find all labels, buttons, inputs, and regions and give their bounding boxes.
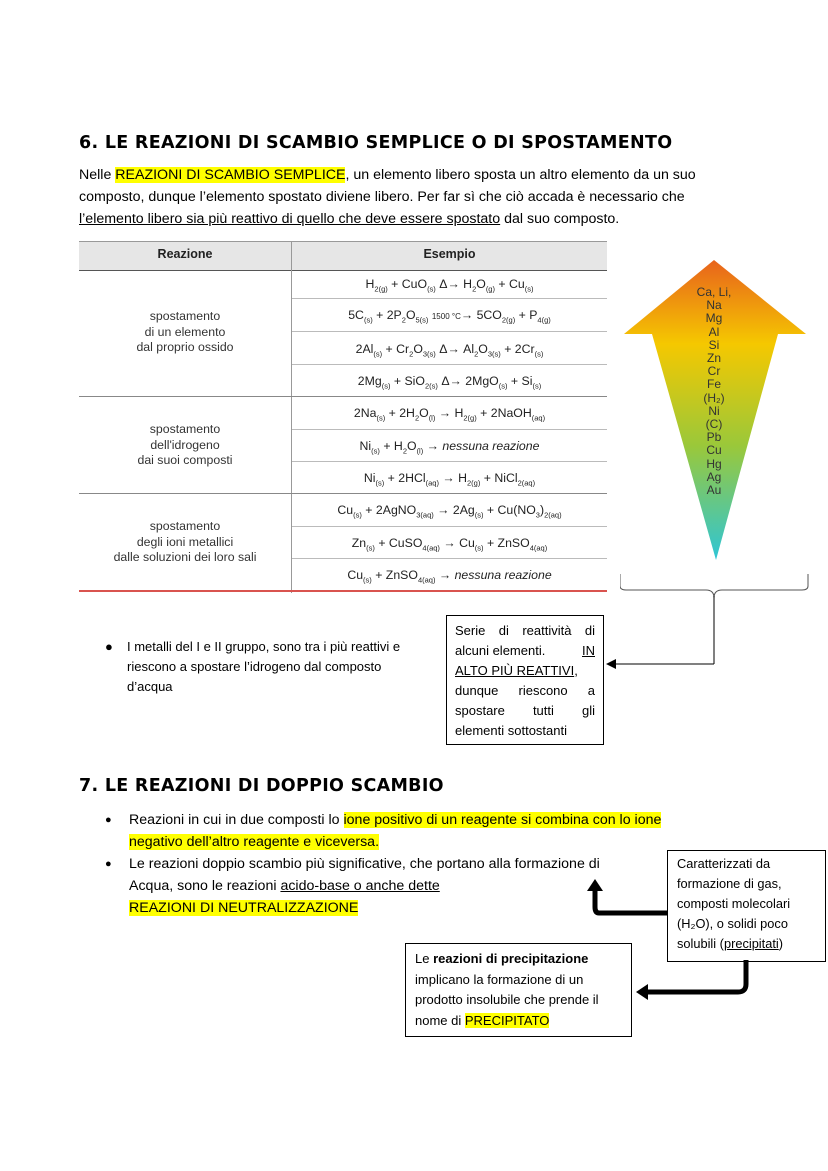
equation-7: $Ni_{(s)} + 2HCl_{(aq)} \to H_{2(g)}$ + NiCl$_{2(aq)}$	[363, 471, 536, 488]
reaction-table	[79, 241, 607, 593]
row-separator	[292, 298, 607, 299]
intro-underlined: l’elemento libero sia più reattivo di quello che deve essere spostato	[79, 211, 501, 227]
box-line: alcuni elementi.	[455, 643, 546, 658]
bullet1-line: d’acqua	[127, 679, 173, 694]
row-separator	[292, 429, 607, 430]
delta-arrow: Δ	[439, 342, 448, 356]
row-separator	[292, 558, 607, 559]
series-element: Si	[708, 337, 720, 352]
series-element: (H₂)	[703, 390, 725, 405]
col-header-reazione: Reazione	[157, 247, 213, 261]
col-header-esempio: Esempio	[423, 247, 476, 261]
box-line: dunque riescono a	[455, 683, 595, 698]
bullet-double-exchange	[105, 809, 755, 853]
equation-1: $H_{2(g)} + CuO_{(s)}$ $\Delta\to H_2O_{(g)} + Cu_{(s)}$	[365, 277, 534, 294]
bullet-highlight: ione positivo di un reagente si combina con lo ione	[343, 812, 662, 828]
intro-highlight: REAZIONI DI SCAMBIO SEMPLICE	[115, 167, 346, 183]
series-note-box	[446, 615, 604, 745]
bullet1-line: riescono a spostare l’idrogeno dal composto	[127, 659, 382, 674]
category-hydrogen	[79, 422, 291, 469]
intro-text-rest: , un elemento libero sposta un altro elemento da un suo	[345, 167, 696, 183]
bullet-text: Reazioni in cui in due composti lo	[129, 812, 344, 828]
arrow-to-precipitation	[630, 960, 760, 1005]
box-line: implicano la formazione di un	[415, 971, 584, 987]
bullet-dot: ●	[105, 858, 112, 870]
box-line-underlined: ALTO PIÙ REATTIVI	[455, 663, 575, 678]
category-line: spostamento	[149, 309, 221, 323]
series-element: Pb	[706, 430, 722, 445]
delta-arrow: Δ	[439, 277, 448, 291]
bullet-dot: ●	[105, 814, 112, 826]
equation-8: $Cu_{(s)}$ + 2AgNO$_{3(aq)}$ → $2Ag_{(s)} + Cu(NO_3)_{2(aq)}$	[337, 503, 562, 520]
bullet-underlined: acido-base o anche dette	[280, 878, 440, 894]
group-separator	[79, 493, 607, 494]
bullet-text: Acqua, sono le reazioni	[129, 878, 281, 894]
series-connector	[600, 596, 720, 676]
series-element: Ca, Li, Na	[696, 285, 732, 313]
box-line: nome di	[415, 1012, 465, 1028]
box-line: ,	[574, 663, 578, 678]
equation-10: $Cu_{(s)}$ + ZnSO$_{4(aq)}$ → nessuna reazione	[347, 568, 552, 585]
box-line-underlined: precipitati	[723, 936, 779, 951]
intro-text: Nelle	[79, 167, 116, 183]
equation-2: $5C_{(s)} + 2P_2O_{5(s)}$ 1500 $^\circ C\to 5CO_{2(g)} + P_{4(g)}$	[348, 308, 551, 325]
series-element: Ni	[708, 403, 720, 418]
category-line: dai suoi composti	[137, 453, 233, 467]
box-line: Serie di reattività di	[455, 623, 595, 638]
box-line: (H₂O), o solidi poco	[677, 916, 788, 931]
series-element: (C)	[705, 417, 723, 432]
bullet-text: Le reazioni doppio scambio più significative, che portano alla formazione di	[129, 856, 600, 872]
category-line: spostamento	[149, 422, 221, 436]
row-separator	[292, 331, 607, 332]
box-line: composti molecolari	[677, 896, 791, 911]
series-element: Zn	[706, 351, 721, 366]
bullet-highlight: REAZIONI DI NEUTRALIZZAZIONE	[129, 900, 359, 916]
temp-label: 1500 °C	[431, 312, 461, 321]
category-metal-ions	[79, 519, 291, 566]
no-reaction-text: nessuna reazione	[454, 568, 552, 582]
box-line: Caratterizzati da	[677, 856, 771, 871]
no-reaction-text: nessuna reazione	[442, 439, 540, 453]
gas-note-box	[667, 850, 826, 962]
section6-intro	[79, 164, 759, 230]
category-oxide	[79, 309, 291, 356]
box-line-underlined: IN	[582, 643, 595, 658]
series-element: Hg	[706, 456, 722, 471]
box-highlight: PRECIPITATO	[464, 1012, 550, 1028]
equation-3: $2Al_{(s)} + Cr_2O_{3(s)}$ $\Delta\to Al_2O_{3(s)} + 2Cr_{(s)}$	[355, 342, 544, 359]
series-element: Fe	[706, 377, 721, 392]
group-separator	[79, 396, 607, 397]
reactivity-series-list	[688, 286, 740, 497]
delta-arrow: Δ	[441, 374, 450, 388]
box-line: )	[778, 936, 783, 951]
box-line: spostare tutti gli	[455, 703, 595, 718]
equation-5: $2Na_{(s)} + 2H_2O_{(l)} \to H_{2(g)}$ + 2NaOH$_{(aq)}$	[353, 406, 546, 423]
box-line: solubili (	[677, 936, 724, 951]
bullet1-line: I metalli del I e II gruppo, sono tra i più reattivi e	[127, 639, 401, 654]
bracket	[620, 574, 808, 598]
box-line: prodotto insolubile che prende il	[415, 992, 599, 1007]
box-line: Le	[415, 951, 434, 966]
category-line: dal proprio ossido	[136, 340, 234, 354]
equation-9: $Zn_{(s)}$ + CuSO$_{4(aq)}$ → $Cu_{(s)}$ + ZnSO$_{4(aq)}$	[351, 536, 548, 553]
bullet-dot: ●	[105, 639, 113, 654]
category-line: degli ioni metallici	[136, 534, 234, 549]
row-separator	[292, 526, 607, 527]
row-separator	[292, 364, 607, 365]
category-line: spostamento	[149, 519, 221, 533]
equation-6: $Ni_{(s)} + H_2O_{(l)}$ → nessuna reazione	[359, 439, 540, 456]
table-bottom-border	[79, 590, 607, 592]
row-separator	[292, 461, 607, 462]
arrow-to-neutralization	[585, 875, 670, 920]
series-element: Mg	[705, 311, 723, 326]
box-line: formazione di gas,	[677, 876, 782, 891]
equation-4: $2Mg_{(s)} + SiO_{2(s)}$ $\Delta\to 2MgO_{(s)} + Si_{(s)}$	[357, 374, 542, 391]
precipitation-note-box	[405, 943, 632, 1037]
bullet-metals	[105, 637, 400, 697]
intro-line2: composto, dunque l’elemento spostato diviene libero. Per far sì che ciò accada è necessario che	[79, 189, 685, 205]
bullet-highlight: negativo dell’altro reagente e viceversa.	[129, 834, 380, 850]
section7-title: 7. LE REAZIONI DI DOPPIO SCAMBIO	[79, 776, 444, 796]
series-element: Cr	[707, 364, 721, 379]
section6-title: 6. LE REAZIONI DI SCAMBIO SEMPLICE O DI SPOSTAMENTO	[79, 133, 673, 153]
box-line-bold: reazioni di precipitazione	[433, 951, 589, 966]
intro-line3-rest: dal suo composto.	[500, 211, 620, 227]
series-element: Ag	[706, 469, 722, 484]
box-line: elementi sottostanti	[455, 723, 568, 738]
category-line: dalle soluzioni dei loro sali	[113, 550, 257, 564]
series-element: Cu	[706, 443, 722, 458]
series-element: Al	[708, 324, 720, 339]
category-line: di un elemento	[144, 324, 226, 339]
series-element: Au	[706, 483, 722, 498]
category-line: dell'idrogeno	[150, 437, 220, 452]
